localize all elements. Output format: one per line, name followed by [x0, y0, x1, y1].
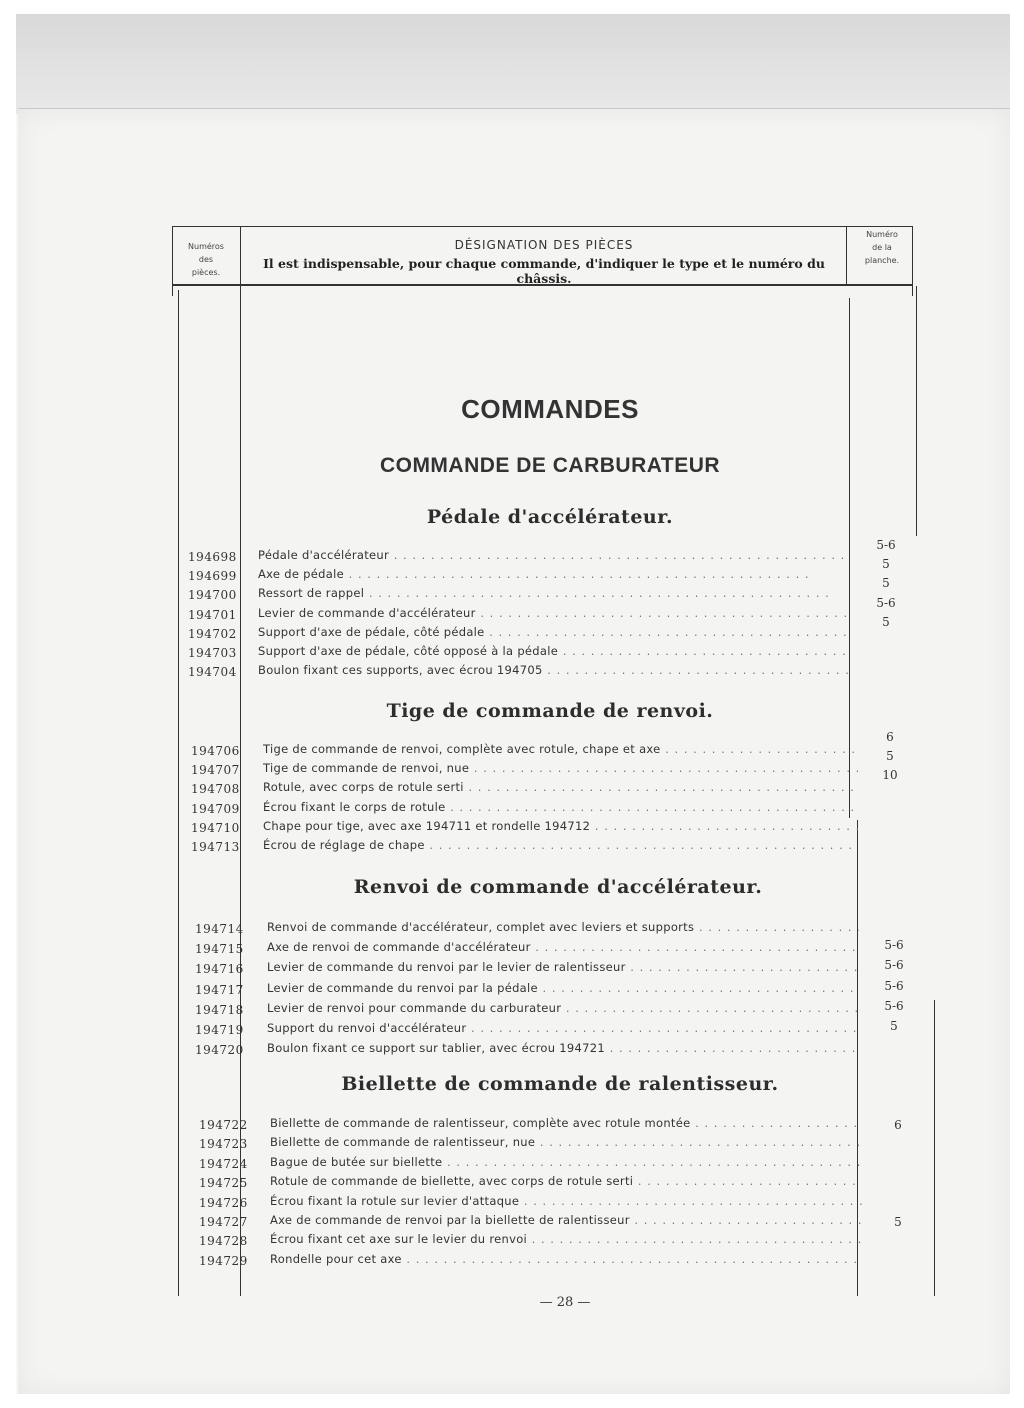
- part-description: Levier de commande du renvoi par la pédale . .: [267, 981, 859, 995]
- plate-column-header: [852, 228, 912, 267]
- order-note: Il est indispensable, pour chaque commande, d'indiquer le type et le numéro du châssis.: [263, 256, 825, 286]
- section-title: Pédale d'accélérateur.: [426, 506, 674, 528]
- plate-number: 5-6: [876, 538, 896, 552]
- part-description: Écrou fixant la rotule sur levier d'attaque . .: [270, 1194, 862, 1208]
- part-description: Axe de pédale . .: [258, 567, 848, 581]
- numbers-header-line: des: [198, 255, 214, 264]
- frame-right-lower: [934, 1000, 935, 1296]
- scan-margin-left: [0, 14, 16, 1394]
- part-number: 194726: [199, 1195, 248, 1210]
- numbers-header-line: Numéros: [188, 242, 224, 251]
- part-number: 194716: [195, 962, 244, 977]
- plate-number: 5: [886, 749, 894, 764]
- frame-right-upper: [916, 286, 917, 536]
- part-number: 194707: [191, 763, 240, 778]
- frame-left: [178, 290, 179, 1296]
- part-number: 194724: [199, 1156, 248, 1171]
- part-number: 194703: [188, 646, 237, 660]
- part-description: Pédale d'accélérateur . .: [258, 548, 848, 562]
- page-number: — 28 —: [539, 1295, 591, 1310]
- plate-number: 10: [882, 768, 898, 783]
- part-description: Chape pour tige, avec axe 194711 et rondelle 194712 . .: [263, 819, 858, 833]
- plate-number: 5: [882, 557, 890, 572]
- part-number: 194704: [188, 665, 237, 680]
- part-number: 194720: [195, 1043, 244, 1058]
- part-number: 194708: [191, 782, 240, 797]
- plate-number: 5: [894, 1215, 902, 1229]
- part-description: Écrou de réglage de chape . .: [263, 838, 858, 852]
- plate-number: 5-6: [884, 938, 904, 953]
- part-number: 194718: [195, 1002, 244, 1017]
- part-description: Renvoi de commande d'accélérateur, complet avec leviers et supports . .: [267, 920, 859, 934]
- scanner-shadow: [16, 14, 1010, 114]
- plate-number: 5: [882, 576, 890, 591]
- part-description: Rotule de commande de biellette, avec corps de rotule serti . .: [270, 1174, 862, 1188]
- scan-margin-bottom: [0, 1394, 1024, 1408]
- plate-number: 5-6: [884, 978, 904, 993]
- part-description: Écrou fixant cet axe sur le levier du renvoi . .: [270, 1232, 862, 1246]
- designation-header: DÉSIGNATION DES PIÈCES: [454, 238, 634, 252]
- plate-number: 5-6: [884, 998, 904, 1013]
- part-number: 194700: [188, 588, 237, 603]
- plate-number: 5: [890, 1019, 898, 1033]
- plate-header-line: de la: [872, 243, 892, 252]
- part-number: 194728: [199, 1234, 248, 1249]
- part-description: Biellette de commande de ralentisseur, nue . .: [270, 1135, 862, 1149]
- frame-right-header: [912, 226, 913, 296]
- numbers-header-line: pièces.: [191, 268, 221, 277]
- part-number: 194725: [199, 1176, 248, 1191]
- scan-margin-top: [0, 0, 1024, 14]
- part-number: 194699: [188, 569, 237, 584]
- part-description: Levier de commande d'accélérateur . .: [258, 606, 848, 620]
- part-number: 194698: [188, 550, 237, 564]
- part-number: 194717: [195, 982, 244, 997]
- section-title: Tige de commande de renvoi.: [386, 700, 714, 722]
- page-subtitle: COMMANDE DE CARBURATEUR: [379, 454, 721, 477]
- table-top-rule: [172, 226, 912, 227]
- part-number: 194727: [199, 1215, 248, 1229]
- plate-number: 5: [882, 614, 890, 629]
- part-number: 194701: [188, 607, 237, 622]
- part-number: 194729: [199, 1253, 248, 1268]
- section-title: Biellette de commande de ralentisseur.: [341, 1073, 779, 1095]
- part-number: 194710: [191, 820, 240, 835]
- part-number: 194714: [195, 922, 244, 936]
- part-description: Écrou fixant le corps de rotule . .: [263, 800, 858, 814]
- part-number: 194709: [191, 801, 240, 816]
- plate-number: 6: [886, 730, 894, 744]
- part-number: 194706: [191, 744, 240, 758]
- part-description: Biellette de commande de ralentisseur, complète avec rotule montée . .: [270, 1116, 862, 1130]
- part-number: 194722: [199, 1118, 248, 1132]
- part-number: 194715: [195, 942, 244, 957]
- part-description: Boulon fixant ce support sur tablier, avec écrou 194721 . .: [267, 1041, 859, 1055]
- column-divider-numbers: [240, 226, 241, 1296]
- plate-header-line: Numéro: [866, 230, 898, 239]
- part-number: 194702: [188, 626, 237, 641]
- part-description: Support d'axe de pédale, côté opposé à la pédale . .: [258, 644, 848, 658]
- column-divider-plate-header: [846, 226, 847, 286]
- frame-left-header: [172, 226, 173, 296]
- part-description: Rondelle pour cet axe . .: [270, 1252, 862, 1266]
- part-description: Tige de commande de renvoi, nue . .: [263, 761, 858, 775]
- part-description: Rotule, avec corps de rotule serti . .: [263, 780, 858, 794]
- part-description: Boulon fixant ces supports, avec écrou 194705 . .: [258, 663, 848, 677]
- part-description: Axe de renvoi de commande d'accélérateur . .: [267, 940, 859, 954]
- numbers-column-header: [176, 240, 236, 279]
- part-number: 194723: [199, 1137, 248, 1152]
- part-description: Support d'axe de pédale, côté pédale . .: [258, 625, 848, 639]
- scan-margin-right: [1010, 0, 1024, 1408]
- plate-number: 6: [894, 1118, 902, 1132]
- column-divider-plate-upper: [849, 298, 850, 818]
- part-description: Support du renvoi d'accélérateur . .: [267, 1021, 859, 1035]
- plate-number: 5-6: [876, 595, 896, 610]
- plate-header-line: planche.: [864, 256, 900, 265]
- section-title: Renvoi de commande d'accélérateur.: [353, 876, 763, 898]
- part-number: 194719: [195, 1023, 244, 1037]
- page-title: COMMANDES: [461, 394, 639, 424]
- part-description: Axe de commande de renvoi par la biellette de ralentisseur . .: [270, 1213, 862, 1227]
- part-description: Ressort de rappel . .: [258, 586, 848, 600]
- part-description: Tige de commande de renvoi, complète avec rotule, chape et axe . .: [263, 742, 858, 756]
- part-description: Bague de butée sur biellette . .: [270, 1155, 862, 1169]
- plate-number: 5-6: [884, 958, 904, 973]
- part-description: Levier de renvoi pour commande du carburateur . .: [267, 1001, 859, 1015]
- part-description: Levier de commande du renvoi par le levier de ralentisseur . .: [267, 960, 859, 974]
- part-number: 194713: [191, 840, 240, 854]
